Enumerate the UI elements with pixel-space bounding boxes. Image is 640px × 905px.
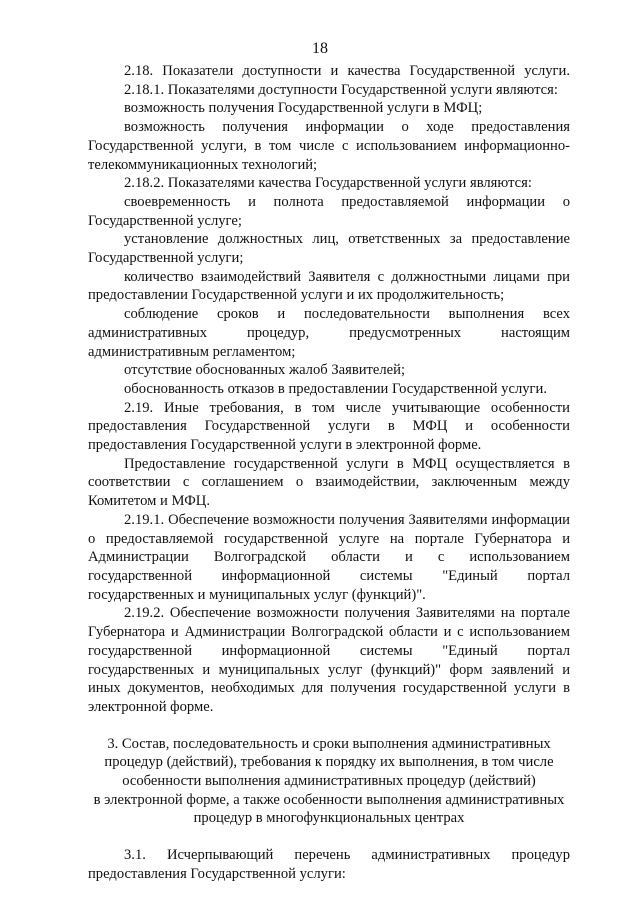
list-item-timeliness: своевременность и полнота предоставляемой информации о Государственной услуге; [88,193,570,229]
page-number: 18 [312,40,328,57]
list-item-interactions: количество взаимодействий Заявителя с должностными лицами при предоставлении Государственной услуги и их продолжительность; [88,268,570,304]
document-body [88,62,570,884]
paragraph-3-1: 3.1. Исчерпывающий перечень административных процедур предоставления Государственной услуги: [88,847,570,882]
section-3-heading [88,735,570,829]
list-item-deadlines: соблюдение сроков и последовательности выполнения всех административных процедур, предусмотренных настоящим административным регламентом; [88,306,570,360]
heading-line: процедур в многофункциональных центрах [193,810,465,827]
paragraph-2-19-2: 2.19.2. Обеспечение возможности получения Заявителями на портале Губернатора и Администрации Волгоградской области и с использованием государственной информационной системы "Единый портал государственных и муниципальных услуг (функций)" форм заявлений и иных документов, необходимых для получения государственной услуги в электронной форме. [88,605,570,715]
heading-line: процедур (действий), требования к порядку их выполнения, в том числе [104,754,554,771]
paragraph-2-18: 2.18. Показатели доступности и качества Государственной услуги. [124,63,570,79]
heading-line: особенности выполнения административных процедур (действий) [122,773,536,790]
list-item-progress-info: возможность получения информации о ходе предоставления Государственной услуги, в том числе с использованием информационно-телекоммуникационных технологий; [88,119,570,173]
paragraph-2-18-1: 2.18.1. Показателями доступности Государственной услуги являются: [124,81,558,98]
paragraph-2-19-1: 2.19.1. Обеспечение возможности получения Заявителями информации о предоставляемой государственной услуге на портале Губернатора и Администрации Волгоградской области и с использованием государственной информационной системы "Единый портал государственных и муниципальных услуг (функций)". [88,511,570,603]
list-item-mfc-availability: возможность получения Государственной услуги в МФЦ; [124,100,483,117]
list-item-complaints: отсутствие обоснованных жалоб Заявителей; [124,362,406,379]
paragraph-2-19: 2.19. Иные требования, в том числе учитывающие особенности предоставления Государственной услуги в МФЦ и особенности предоставления Государственной услуги в электронной форме. [88,399,570,454]
list-item-officials: установление должностных лиц, ответственных за предоставление Государственной услуги; [88,231,570,267]
heading-line: в электронной форме, а также особенности выполнения административных [93,791,565,808]
paragraph-2-18-2: 2.18.2. Показателями качества Государственной услуги являются: [124,175,532,192]
list-item-refusals: обоснованность отказов в предоставлении Государственной услуги. [124,380,547,397]
paragraph-mfc-agreement: Предоставление государственной услуги в МФЦ осуществляется в соответствии с соглашением о взаимодействии, заключенным между Комитетом и МФЦ. [88,455,570,510]
heading-line: 3. Состав, последовательность и сроки выполнения административных [107,735,551,752]
